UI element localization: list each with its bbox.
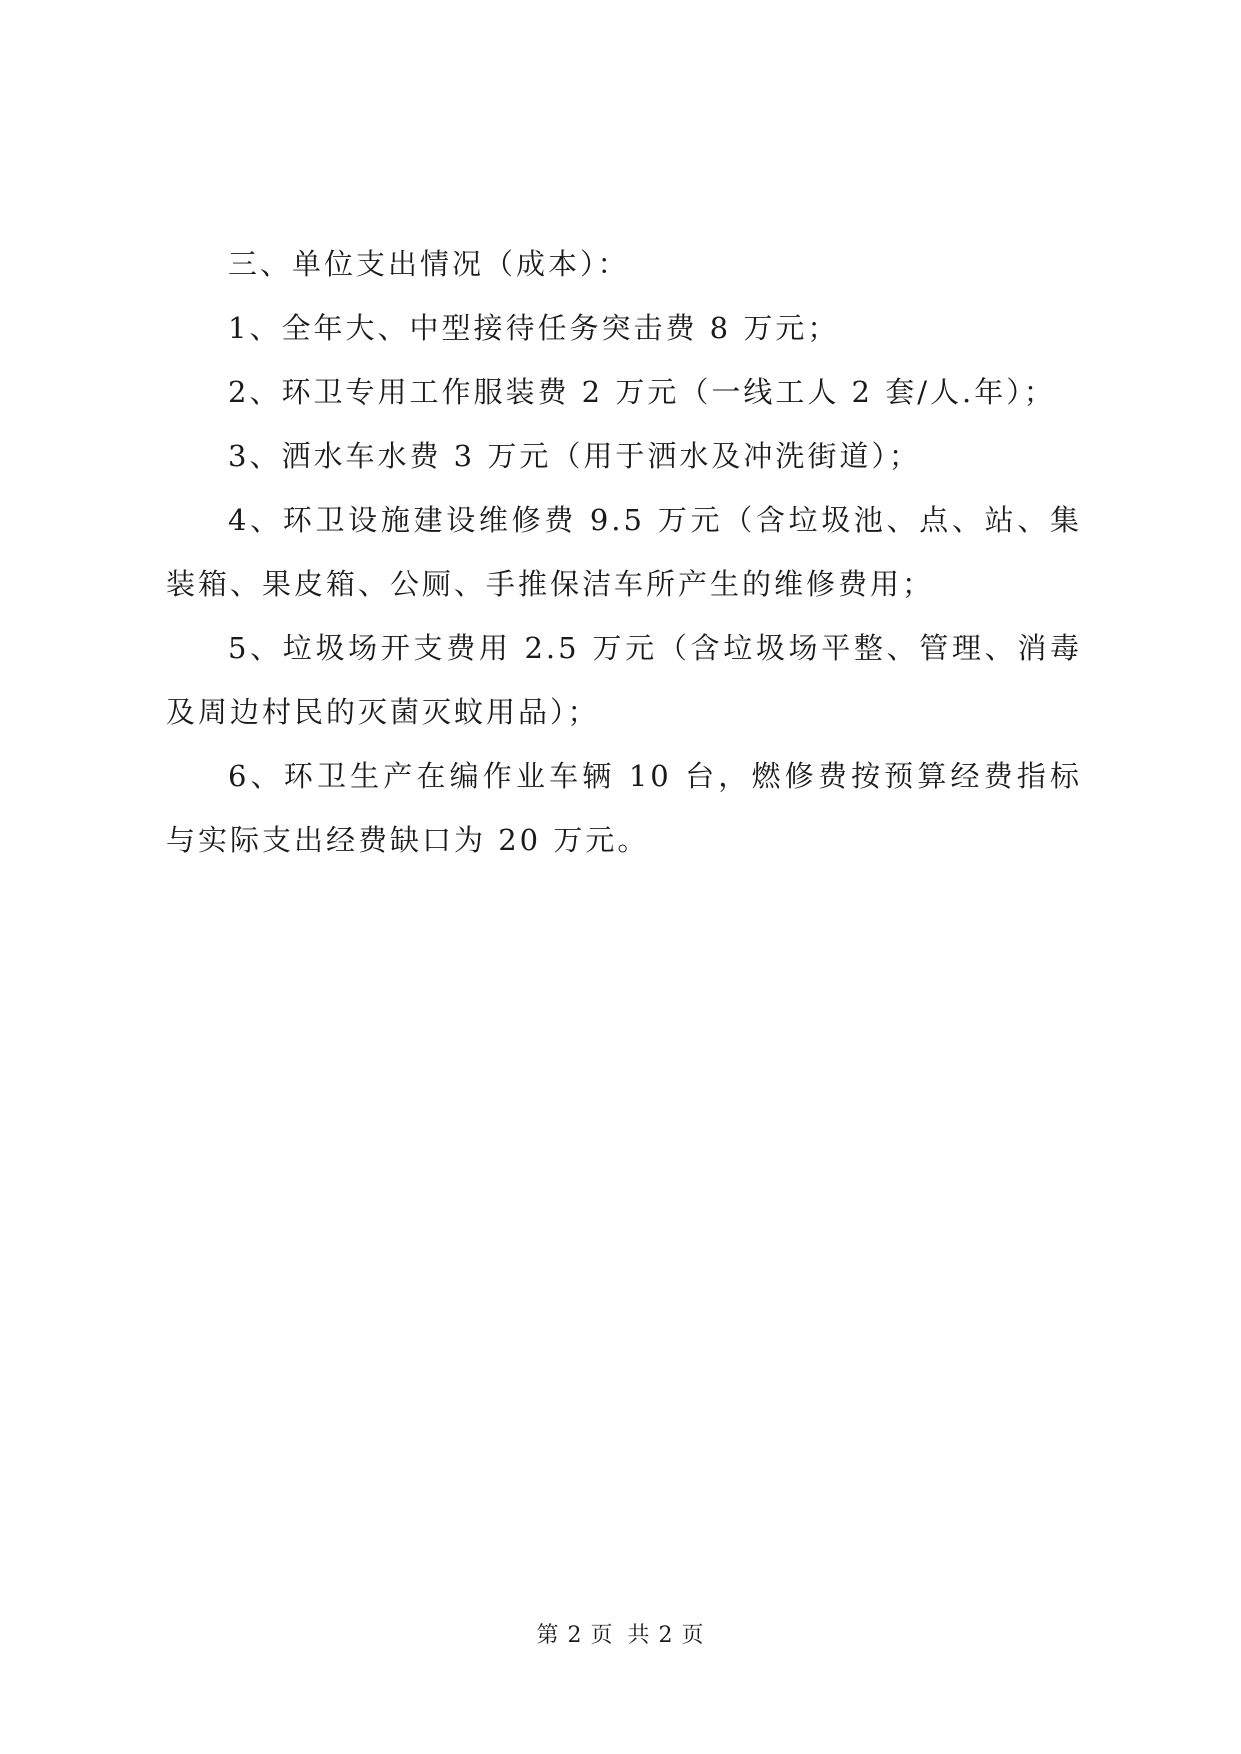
list-item: 4、环卫设施建设维修费 9.5 万元（含垃圾池、点、站、集装箱、果皮箱、公厕、手推保洁车所产生的维修费用； [166,503,1082,601]
list-item: 3、洒水车水费 3 万元（用于洒水及冲洗街道）； [228,439,921,473]
section-heading: 三、单位支出情况（成本）： [228,247,630,281]
list-item: 6、环卫生产在编作业车辆 10 台，燃修费按预算经费指标与实际支出经费缺口为 20 万元。 [166,759,1082,857]
document-body [166,232,1082,872]
list-item: 2、环卫专用工作服装费 2 万元（一线工人 2 套/人.年）； [228,375,1056,409]
list-item: 1、全年大、中型接待任务突击费 8 万元； [228,311,840,345]
page-number: 第 2 页 [536,1623,614,1648]
page-footer [0,1618,1241,1649]
list-item: 5、垃圾场开支费用 2.5 万元（含垃圾场平整、管理、消毒及周边村民的灭菌灭蚊用品）； [166,631,1082,729]
page-total: 共 2 页 [627,1623,705,1648]
